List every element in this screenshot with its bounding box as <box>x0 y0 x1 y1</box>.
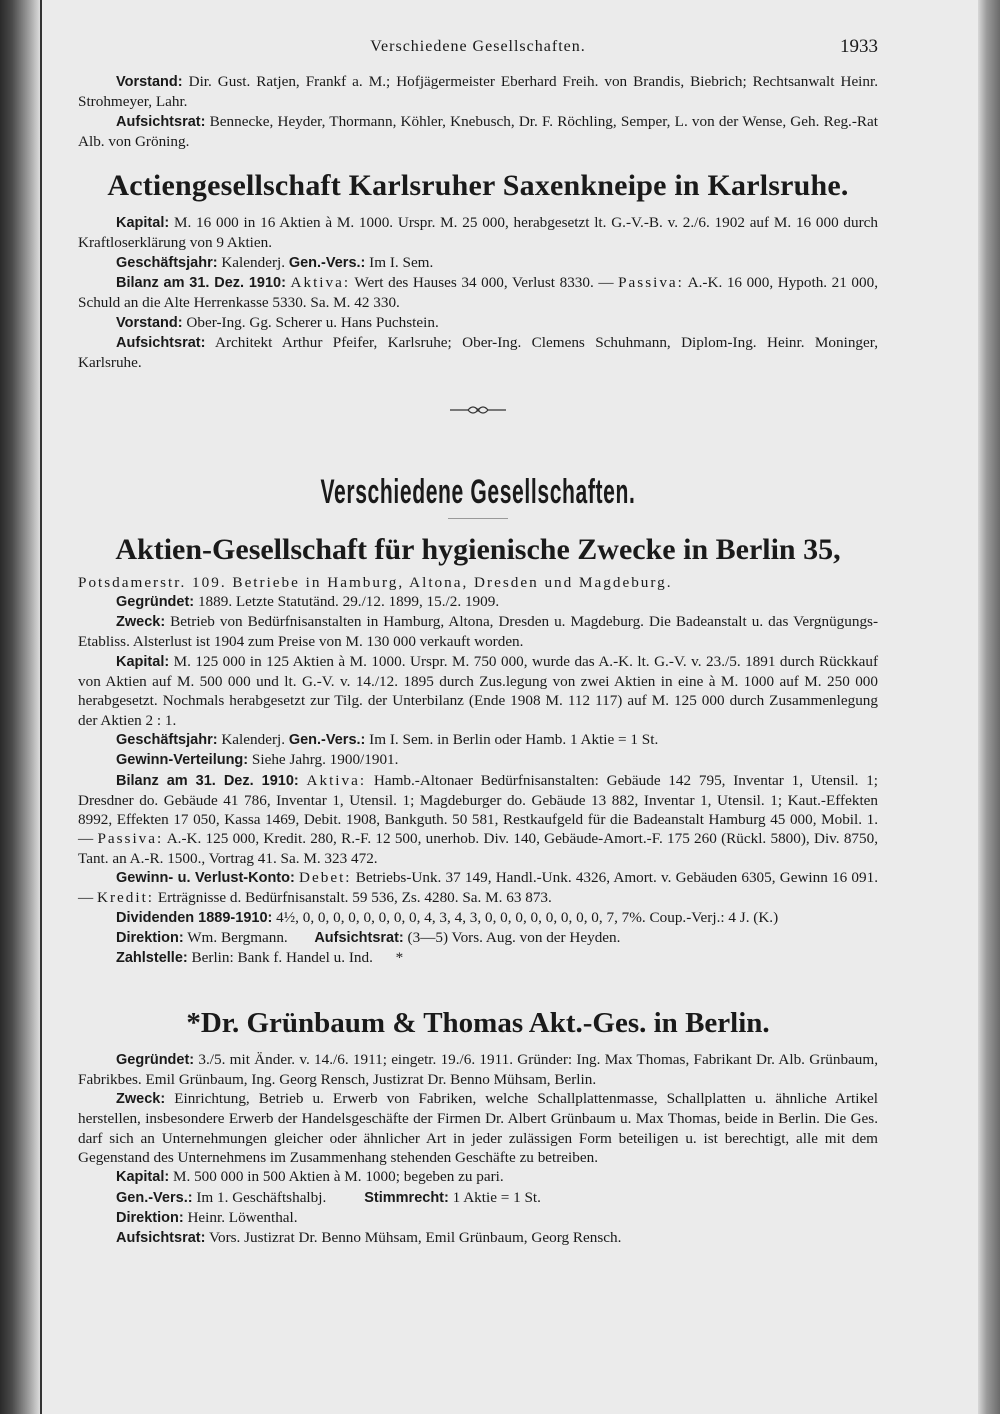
entry-vorstand <box>78 72 878 112</box>
label-gegruendet: Gegründet: <box>116 1051 195 1068</box>
entry-direktion <box>78 1208 878 1228</box>
entry-geschaeftsjahr <box>78 730 878 750</box>
text-kapital: M. 16 000 in 16 Aktien à M. 1000. Urspr. M. 25 000, herabgesetzt lt. G.-V.-B. v. 2./6. 1902 auf M. 16 000 durch Kraftloserklärung von 9 Aktien. <box>78 214 879 252</box>
label-aufsichtsrat: Aufsichtsrat: <box>116 334 206 351</box>
text-direktion: Wm. Bergmann. <box>187 928 288 946</box>
text-dividenden: 4½, 0, 0, 0, 0, 0, 0, 0, 0, 4, 3, 4, 3, 0, 0, 0, 0, 0, 0, 0, 0, 7, 7%. Coup.-Verj.: 4 J. (K.) <box>276 908 779 926</box>
label-aufsichtsrat: Aufsichtsrat: <box>314 929 404 946</box>
next-page-edge <box>978 0 1000 1414</box>
book-spine-shadow <box>0 0 40 1414</box>
text-aktiva: Hamb.-Altonaer Bedürfnisanstalten: Gebäude 142 795, Inventar 1, Utensil. 1; Dresdner do. Gebäude 41 786, Inventar 1, Utensil. 1; Magdeburger do. Gebäude 13 882, Inventar 1, Utensil. 1; Kaut.-Effekten 8992, Effekten 17 050, Kassa 1469, Debit. 1908, Bankguth. 50 581, Restkaufgeld für die Badeanstalt Hamburg 45 000, Mobil. 1. — <box>78 771 879 848</box>
entry-guv <box>78 868 878 908</box>
word-passiva: Passiva: <box>618 274 684 292</box>
label-kapital: Kapital: <box>116 1169 170 1186</box>
text-vorstand: Ober-Ing. Gg. Scherer u. Hans Puchstein. <box>186 313 439 331</box>
text-kapital: M. 500 000 in 500 Aktien à M. 1000; begeben zu pari. <box>172 1168 504 1186</box>
entry-kapital <box>78 652 878 730</box>
label-direktion: Direktion: <box>116 929 184 946</box>
text-aktiva: Wert des Hauses 34 000, Verlust 8330. — <box>354 274 614 292</box>
label-geschaeftsjahr: Geschäftsjahr: <box>116 254 218 271</box>
entry-direktion <box>78 928 878 948</box>
running-header <box>78 36 878 66</box>
entry-gen-vers <box>78 1188 878 1208</box>
entry-bilanz <box>78 273 878 313</box>
text-zweck: Betrieb von Bedürfnisanstalten in Hamburg, Altona, Dresden u. Magdeburg. Die Badeanstalt u. das Vergnügungs-Etabliss. Alsterlust ist 1904 zum Preise von M. 130 000 verkauft worden. <box>78 613 879 651</box>
text-stimmrecht: 1 Aktie = 1 St. <box>452 1188 541 1206</box>
label-gen-vers: Gen.-Vers.: <box>116 1189 193 1206</box>
entry-bilanz <box>78 771 878 868</box>
label-zweck: Zweck: <box>116 614 166 631</box>
label-direktion: Direktion: <box>116 1209 184 1226</box>
label-bilanz: Bilanz am 31. Dez. 1910: <box>116 275 286 292</box>
text-passiva: A.-K. 125 000, Kredit. 280, R.-F. 12 500, unerhob. Div. 140, Gebäude-Amort.-F. 175 260 (Rückl. 5800), Div. 8750, Tant. an A.-R. 1500., Vortrag 41. Sa. M. 323 472. <box>78 830 878 867</box>
label-guv: Gewinn- u. Verlust-Konto: <box>116 870 295 887</box>
page-edge-line <box>40 0 42 1414</box>
label-aufsichtsrat: Aufsichtsrat: <box>116 113 206 130</box>
text-aufsichtsrat: Vors. Justizrat Dr. Benno Mühsam, Emil Grünbaum, Georg Rensch. <box>208 1229 622 1247</box>
entry-dividenden <box>78 908 878 928</box>
text-gen-vers: Im I. Sem. in Berlin oder Hamb. 1 Aktie = 1 St. <box>369 730 659 748</box>
text-gen-vers: Im 1. Geschäftshalbj. <box>196 1188 327 1206</box>
entry-aufsichtsrat <box>78 1228 878 1248</box>
label-aufsichtsrat: Aufsichtsrat: <box>116 1230 206 1247</box>
text-aufsichtsrat: Bennecke, Heyder, Thormann, Köhler, Knebusch, Dr. F. Röchling, Semper, L. von der Wense, Geh. Reg.-Rat Alb. von Gröning. <box>78 112 878 150</box>
label-bilanz: Bilanz am 31. Dez. 1910: <box>116 772 299 789</box>
text-geschaeftsjahr: Kalenderj. <box>221 730 286 748</box>
running-header-title: Verschiedene Gesellschaften. <box>370 38 586 55</box>
page-number: 1933 <box>840 36 878 57</box>
section-title: Verschiedene Gesellschaften. <box>320 472 636 511</box>
entry-address <box>78 573 878 592</box>
text-passiva: A.-K. 16 000, Hypoth. 21 000, Schuld an die Alte Herrenkasse 5330. Sa. M. 42 330. <box>78 274 879 312</box>
ornament-divider <box>78 403 878 423</box>
company-title-gruenbaum-thomas: *Dr. Grünbaum & Thomas Akt.-Ges. in Berlin. <box>186 1006 770 1039</box>
text-gegruendet: 1889. Letzte Statutänd. 29./12. 1899, 15./2. 1909. <box>197 592 500 610</box>
text-gen-vers: Im I. Sem. <box>369 253 434 271</box>
entry-zweck <box>78 1089 878 1167</box>
text-gewinn-verteilung: Siehe Jahrg. 1900/1901. <box>251 751 399 769</box>
entry-gegruendet <box>78 592 878 612</box>
page-content <box>78 36 878 1248</box>
label-kapital: Kapital: <box>116 215 170 232</box>
entry-gewinn-verteilung <box>78 750 878 770</box>
company-title-hygienische-zwecke: Aktien-Gesellschaft für hygienische Zwecke in Berlin 35, <box>115 532 841 566</box>
word-kredit: Kredit: <box>96 889 155 907</box>
label-kapital: Kapital: <box>116 653 170 670</box>
text-address: Potsdamerstr. 109. Betriebe in Hamburg, Altona, Dresden und Magdeburg. <box>78 573 673 591</box>
text-aufsichtsrat: Architekt Arthur Pfeifer, Karlsruhe; Ober-Ing. Clemens Schuhmann, Diplom-Ing. Heinr. Moninger, Karlsruhe. <box>78 333 878 372</box>
text-kapital: M. 125 000 in 125 Aktien à M. 1000. Urspr. M. 750 000, wurde das A.-K. lt. G.-V. v. 23./5. 1891 durch Rückkauf von Aktien auf M. 500 000 und lt. G.-V. v. 14./12. 1895 durch Zus.legung von zwei Aktien in eine à M. 1000 auf M. 250 000 herabgesetzt. Nochmals herabgesetzt zur Tilg. der Unterbilanz (Ende 1908 M. 112 117) auf M. 125 000 durch Zusammenlegung der Aktien 2 : 1. <box>78 652 879 729</box>
label-gegruendet: Gegründet: <box>116 593 195 610</box>
entry-geschaeftsjahr <box>78 253 878 273</box>
text-zahlstelle: Berlin: Bank f. Handel u. Ind. <box>191 949 373 967</box>
label-stimmrecht: Stimmrecht: <box>364 1189 449 1206</box>
section-divider <box>448 518 508 519</box>
entry-aufsichtsrat <box>78 333 878 373</box>
entry-zweck <box>78 612 878 652</box>
label-gen-vers: Gen.-Vers.: <box>288 254 366 271</box>
text-debet: Betriebs-Unk. 37 149, Handl.-Unk. 4326, Amort. v. Gebäuden 6305, Gewinn 16 091. — <box>78 869 878 907</box>
company-title-saxenkneipe: Actiengesellschaft Karlsruher Saxenkneipe in Karlsruhe. <box>107 169 849 203</box>
entry-vorstand <box>78 313 878 333</box>
text-zweck: Einrichtung, Betrieb u. Erwerb von Fabriken, welche Schallplattenmasse, Schallplatten u. ähnliche Artikel herstellen, insbesondere Erwerb der Handelsgeschäfte der Firmen Dr. Albert Grünbaum u. Max Thomas, beide in Berlin. Die Ges. darf sich an Unternehmungen gleicher oder ähnlicher Art in jeder zulässigen Form beteiligen u. ist berechtigt, alle mit dem Gegenstand des Unternehmens im Zusammenhang stehenden Geschäfte zu betreiben. <box>78 1090 878 1166</box>
zahlstelle-asterisk: * <box>395 949 404 967</box>
word-aktiva: Aktiva: <box>290 274 351 292</box>
text-gegruendet: 3./5. mit Änder. v. 14./6. 1911; eingetr. 19./6. 1911. Gründer: Ing. Max Thomas, Fabrikant Dr. Alb. Grünbaum, Fabrikbes. Emil Grünbaum, Ing. Georg Rensch, Justizrat Dr. Benno Mühsam, Berlin. <box>78 1050 879 1088</box>
label-gen-vers: Gen.-Vers.: <box>288 731 366 748</box>
word-passiva: Passiva: <box>97 830 164 848</box>
text-aufsichtsrat: (3—5) Vors. Aug. von der Heyden. <box>407 928 621 946</box>
label-vorstand: Vorstand: <box>116 314 183 331</box>
label-zweck: Zweck: <box>116 1091 166 1108</box>
word-debet: Debet: <box>299 869 352 887</box>
label-dividenden: Dividenden 1889-1910: <box>116 909 273 926</box>
label-gewinn-verteilung: Gewinn-Verteilung: <box>116 752 249 769</box>
entry-aufsichtsrat <box>78 112 878 152</box>
word-aktiva: Aktiva: <box>306 771 367 789</box>
text-vorstand: Dir. Gust. Ratjen, Frankf a. M.; Hofjägermeister Eberhard Freih. von Brandis, Biebrich; Rechtsanwalt Heinr. Strohmeyer, Lahr. <box>78 73 879 111</box>
entry-kapital <box>78 213 878 253</box>
label-zahlstelle: Zahlstelle: <box>116 950 188 967</box>
label-geschaeftsjahr: Geschäftsjahr: <box>116 731 218 748</box>
text-geschaeftsjahr: Kalenderj. <box>221 253 286 271</box>
entry-zahlstelle <box>78 948 878 968</box>
label-vorstand: Vorstand: <box>116 74 183 90</box>
text-direktion: Heinr. Löwenthal. <box>187 1208 298 1226</box>
entry-kapital <box>78 1167 878 1187</box>
ornament-icon <box>448 403 508 417</box>
entry-gegruendet <box>78 1050 878 1090</box>
text-kredit: Erträgnisse d. Bedürfnisanstalt. 59 536, Zs. 4280. Sa. M. 63 873. <box>157 889 552 907</box>
